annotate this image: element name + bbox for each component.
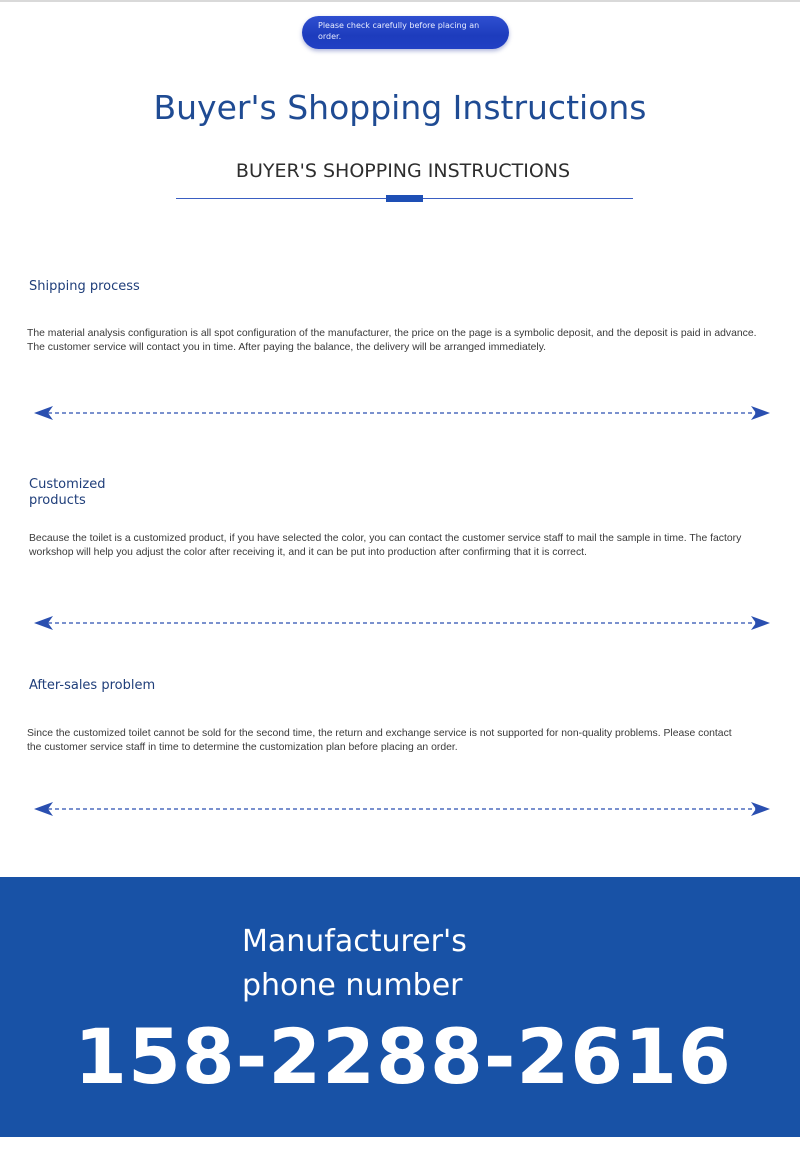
section-separator — [34, 801, 770, 817]
notice-banner[interactable] — [302, 16, 509, 49]
section-heading-after-sales: After-sales problem — [29, 678, 156, 693]
section-heading-shipping: Shipping process — [29, 279, 140, 294]
contact-label: Manufacturer's phone number — [242, 924, 467, 1003]
top-divider — [0, 0, 800, 2]
section-separator — [34, 615, 770, 631]
section-body-customized: Because the toilet is a customized product, if you have selected the color, you can contact the customer service staff to mail the sample in time. The factory workshop will help you adjust the color after receiving it, and it can be put into production after confirming that it is correct. — [29, 533, 742, 558]
section-heading-customized: Customized products — [29, 477, 106, 508]
section-body-shipping: The material analysis configuration is all spot configuration of the manufacturer, the price on the page is a symbolic deposit, and the deposit is paid in advance. The customer service will contact you in time. After paying the balance, the delivery will be arranged immediately. — [27, 328, 757, 353]
page-subtitle: BUYER'S SHOPPING INSTRUCTIONS — [235, 160, 571, 182]
contact-phone-number[interactable]: 158-2288-2616 — [74, 1012, 732, 1101]
page-title: Buyer's Shopping Instructions — [153, 88, 647, 127]
notice-text: Please check carefully before placing an order. — [318, 21, 480, 41]
section-body-after-sales: Since the customized toilet cannot be sold for the second time, the return and exchange service is not supported for non-quality problems. Please contact the customer service staff in time to determine the customization plan before placing an order. — [27, 728, 732, 753]
section-separator — [34, 405, 770, 421]
title-divider-accent — [386, 195, 423, 202]
bottom-spacer — [0, 1137, 800, 1155]
